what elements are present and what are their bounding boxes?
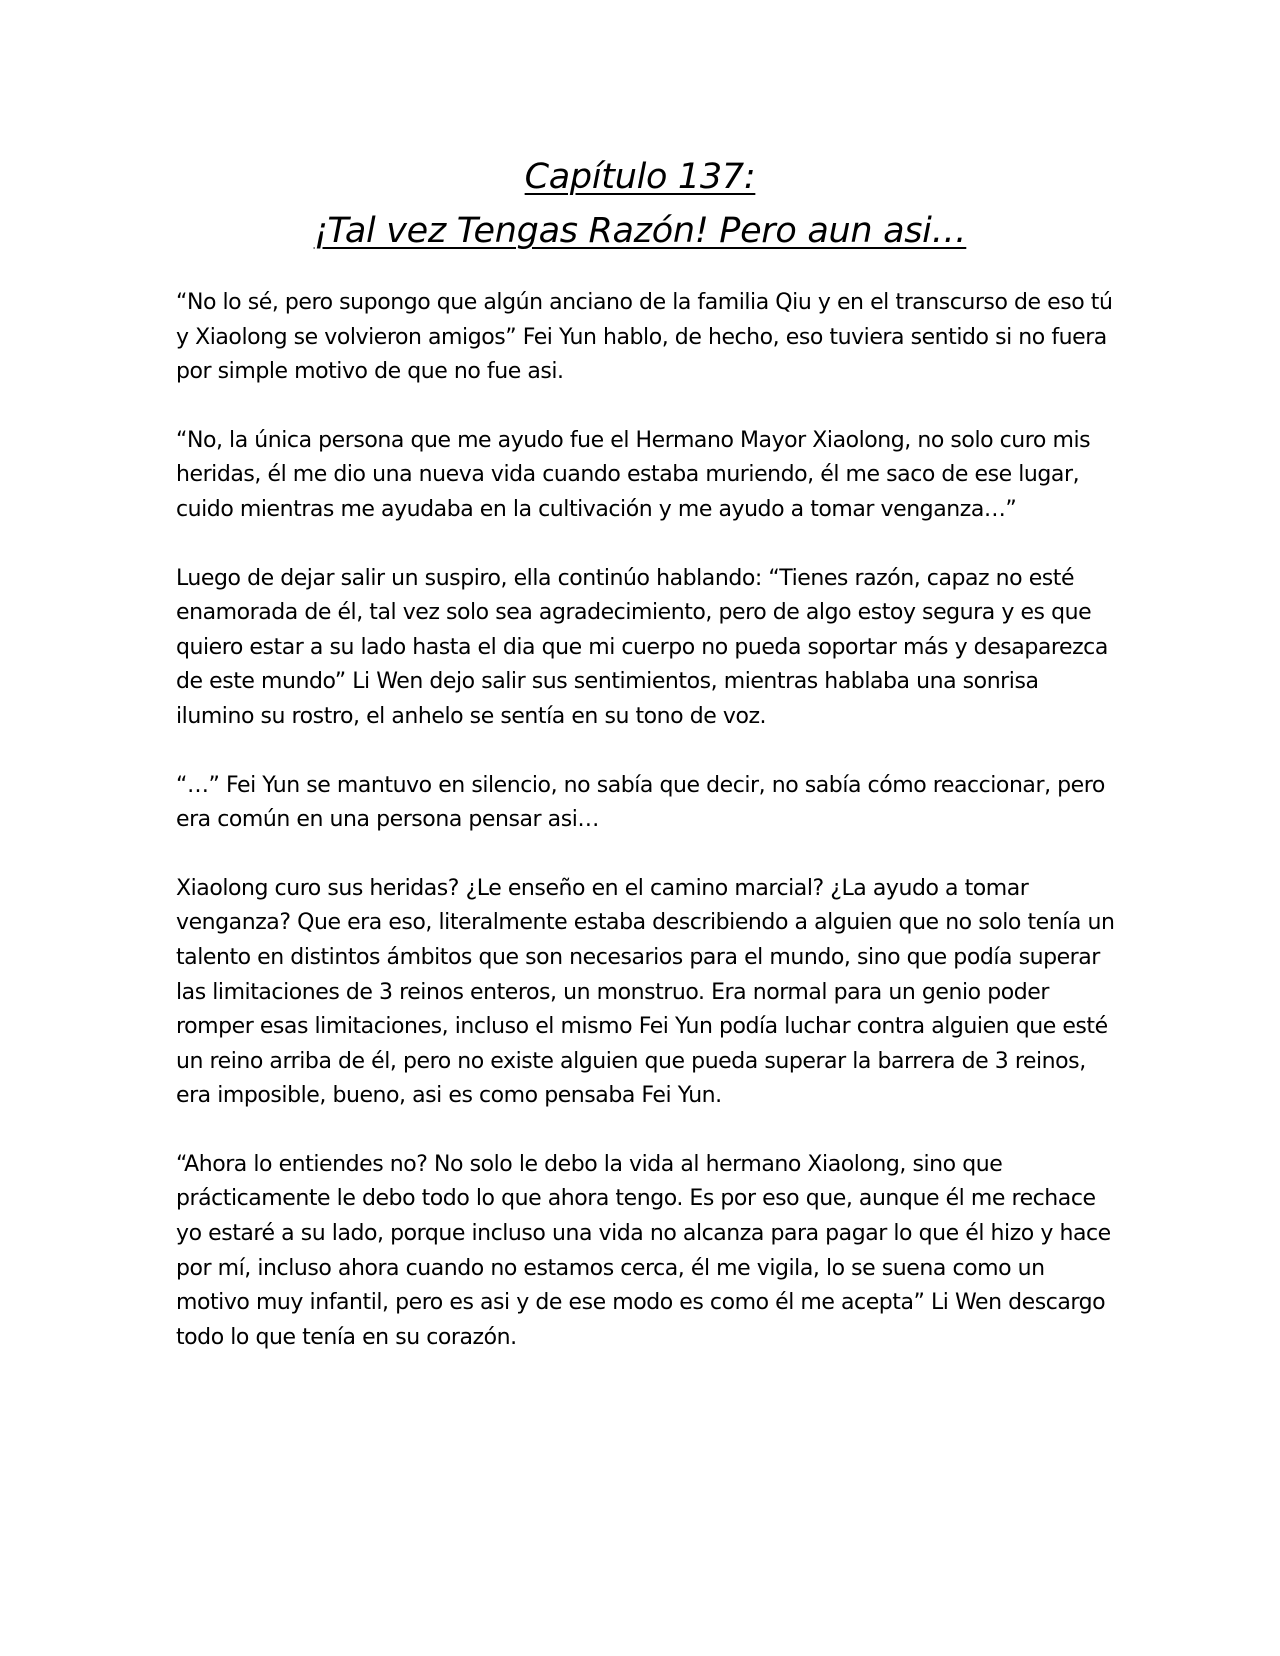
paragraph-2: “No, la única persona que me ayudo fue el Hermano Mayor Xiaolong, no solo curo mis heridas, él me dio una nueva vida cuando estaba muriendo, él me saco de ese lugar, cuido mientras me ayudaba en la cultivación y me ayudo a tomar venganza…” (176, 427, 1091, 522)
chapter-subtitle: ¡Tal vez Tengas Razón! Pero aun asi… (313, 211, 967, 251)
paragraph-3: Luego de dejar salir un suspiro, ella continúo hablando: “Tienes razón, capaz no esté enamorada de él, tal vez solo sea agradecimiento, pero de algo estoy segura y es que quiero estar a su lado hasta el dia que mi cuerpo no pueda soportar más y desaparezca de este mundo” Li Wen dejo salir sus sentimientos, mientras hablaba una sonrisa ilumino su rostro, el anhelo se sentía en su tono de voz. (176, 565, 1108, 729)
chapter-body (176, 286, 1116, 1389)
paragraph-4: “…” Fei Yun se mantuvo en silencio, no sabía que decir, no sabía cómo reaccionar, pero era común en una persona pensar asi… (176, 772, 1105, 833)
paragraph-5: Xiaolong curo sus heridas? ¿Le enseño en el camino marcial? ¿La ayudo a tomar venganza? Que era eso, literalmente estaba describiendo a alguien que no solo tenía un talento en distintos ámbitos que son necesarios para el mundo, sino que podía superar las limitaciones de 3 reinos enteros, un monstruo. Era normal para un genio poder romper esas limitaciones, incluso el mismo Fei Yun podía luchar contra alguien que esté un reino arriba de él, pero no existe alguien que pueda superar la barrera de 3 reinos, era imposible, bueno, asi es como pensaba Fei Yun. (176, 875, 1115, 1109)
paragraph-6: “Ahora lo entiendes no? No solo le debo la vida al hermano Xiaolong, sino que prácticamente le debo todo lo que ahora tengo. Es por eso que, aunque él me rechace yo estaré a su lado, porque incluso una vida no alcanza para pagar lo que él hizo y hace por mí, incluso ahora cuando no estamos cerca, él me vigila, lo se suena como un motivo muy infantil, pero es asi y de ese modo es como él me acepta” Li Wen descargo todo lo que tenía en su corazón. (176, 1151, 1111, 1350)
paragraph-1: “No lo sé, pero supongo que algún anciano de la familia Qiu y en el transcurso de eso tú y Xiaolong se volvieron amigos” Fei Yun hablo, de hecho, eso tuviera sentido si no fuera por simple motivo de que no fue asi. (176, 290, 1113, 385)
chapter-heading (0, 150, 1280, 258)
chapter-number-title: Capítulo 137: (524, 157, 756, 197)
